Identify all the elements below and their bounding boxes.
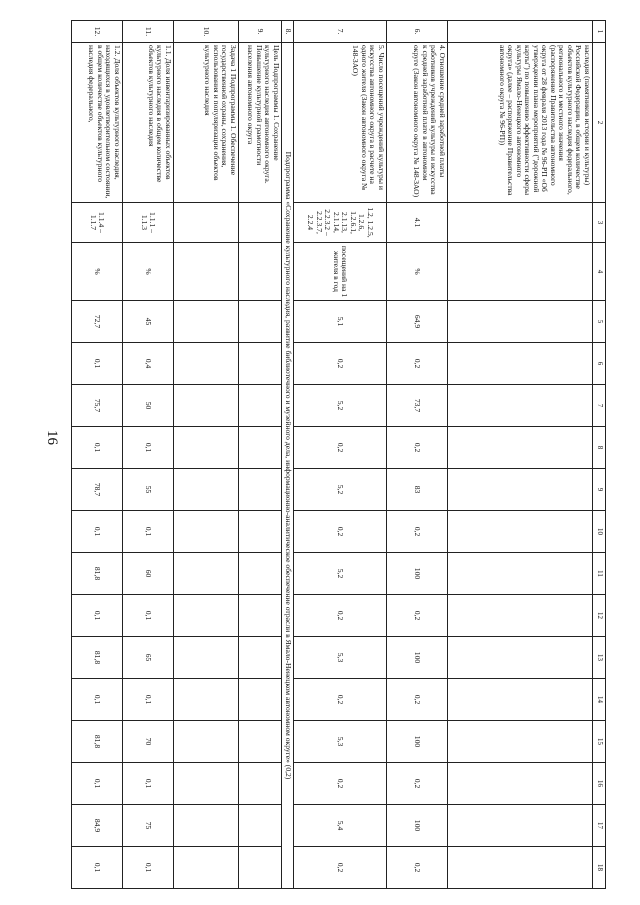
value-cell: 0,2: [294, 847, 387, 889]
header-cell: 5: [593, 301, 606, 343]
value-cell: [174, 301, 239, 343]
value-cell: [174, 553, 239, 595]
table-row: [294, 21, 387, 889]
value-cell: [174, 721, 239, 763]
section-row: [282, 21, 294, 889]
value-cell: 0,1: [123, 847, 174, 889]
value-cell: [448, 301, 593, 343]
row-number: 11.: [123, 21, 174, 43]
value-cell: 73,7: [387, 385, 448, 427]
header-cell: 17: [593, 805, 606, 847]
value-cell: 0,1: [123, 763, 174, 805]
value-cell: 100: [387, 553, 448, 595]
value-cell: [239, 763, 282, 805]
activity-code: 4.1: [387, 203, 448, 243]
value-cell: [174, 763, 239, 805]
value-cell: 55: [123, 469, 174, 511]
header-cell: 1: [593, 21, 606, 43]
value-cell: 81,8: [72, 721, 123, 763]
value-cell: [448, 385, 593, 427]
value-cell: [239, 721, 282, 763]
header-cell: 15: [593, 721, 606, 763]
unit: [448, 243, 593, 301]
header-cell: 10: [593, 511, 606, 553]
value-cell: [448, 721, 593, 763]
indicator-description: 5. Число посещений учреждений культуры и искусства автономного округа в расчете на одного жителя (Закон автономного округа № 148-ЗАО): [294, 43, 387, 203]
value-cell: 0,1: [72, 679, 123, 721]
value-cell: [174, 511, 239, 553]
indicator-description: 1.2. Доля объектов культурного наследия, находящихся в удовлетворительном состоянии, в общем количестве объектов культурного наследия федерального,: [72, 43, 123, 203]
value-cell: 5,3: [294, 637, 387, 679]
value-cell: 100: [387, 721, 448, 763]
value-cell: 100: [387, 805, 448, 847]
activity-code: 1.1.1 – 1.1.3: [123, 203, 174, 243]
value-cell: [239, 511, 282, 553]
value-cell: [239, 469, 282, 511]
header-cell: 4: [593, 243, 606, 301]
unit: посещений на 1 жителя в год: [294, 243, 387, 301]
activity-code: 1.1.4 – 1.1.7: [72, 203, 123, 243]
value-cell: 75,7: [72, 385, 123, 427]
header-cell: 2: [593, 43, 606, 203]
value-cell: 84,9: [72, 805, 123, 847]
header-cell: 6: [593, 343, 606, 385]
value-cell: 5,3: [294, 721, 387, 763]
value-cell: 78,7: [72, 469, 123, 511]
row-number: 12.: [72, 21, 123, 43]
value-cell: [448, 469, 593, 511]
header-cell: 3: [593, 203, 606, 243]
value-cell: [448, 427, 593, 469]
value-cell: 0,1: [72, 427, 123, 469]
table-row: [387, 21, 448, 889]
table-row: [239, 21, 282, 889]
value-cell: [239, 301, 282, 343]
unit: %: [72, 243, 123, 301]
value-cell: [174, 427, 239, 469]
value-cell: [239, 805, 282, 847]
value-cell: 83: [387, 469, 448, 511]
value-cell: 5,4: [294, 805, 387, 847]
value-cell: 5,2: [294, 385, 387, 427]
value-cell: 45: [123, 301, 174, 343]
indicator-description: 4. Отношение средней заработной платы работников учреждений культуры и искусства к средней заработной плате в автономном округе (Закон автономного округа № 148-ЗАО): [387, 43, 448, 203]
value-cell: [174, 679, 239, 721]
value-cell: [448, 805, 593, 847]
value-cell: 0,1: [72, 511, 123, 553]
value-cell: 0,1: [72, 343, 123, 385]
header-cell: 8: [593, 427, 606, 469]
value-cell: 0,1: [123, 427, 174, 469]
value-cell: 0,1: [72, 595, 123, 637]
row-number: 6.: [387, 21, 448, 43]
value-cell: [448, 553, 593, 595]
value-cell: 0,2: [387, 595, 448, 637]
indicator-description: Цель Подпрограммы 1. Сохранение культурного наследия автономного округа. Повышение культурной грамотности населения автономного округа: [239, 43, 282, 203]
value-cell: 0,2: [294, 343, 387, 385]
value-cell: 60: [123, 553, 174, 595]
table-container: [76, 20, 606, 882]
header-cell: 14: [593, 679, 606, 721]
value-cell: 0,1: [123, 679, 174, 721]
value-cell: 72,7: [72, 301, 123, 343]
value-cell: [239, 553, 282, 595]
row-number: 8.: [282, 21, 294, 43]
unit: %: [387, 243, 448, 301]
value-cell: 0,2: [387, 511, 448, 553]
header-cell: 12: [593, 595, 606, 637]
value-cell: 75: [123, 805, 174, 847]
value-cell: 0,2: [294, 427, 387, 469]
indicator-description: 1.1. Доля инвентаризированных объектов культурного наследия в общем количестве объектов культурного наследия: [123, 43, 174, 203]
value-cell: [174, 469, 239, 511]
header-cell: 9: [593, 469, 606, 511]
value-cell: 0,2: [387, 763, 448, 805]
value-cell: 70: [123, 721, 174, 763]
value-cell: [239, 847, 282, 889]
activity-code: 1.2, 1.2.5, 1.2.6, 1.2.6.1, 2.1.13, 2.1.14, 2.2.3.2 – 2.2.3.7, 2.2.4: [294, 203, 387, 243]
value-cell: [448, 679, 593, 721]
table-row: [174, 21, 239, 889]
value-cell: [174, 847, 239, 889]
table-row: [123, 21, 174, 889]
activity-code: [448, 203, 593, 243]
header-row: [593, 21, 606, 889]
header-cell: 13: [593, 637, 606, 679]
header-cell: 11: [593, 553, 606, 595]
value-cell: 0,2: [294, 511, 387, 553]
value-cell: [239, 637, 282, 679]
value-cell: [448, 847, 593, 889]
value-cell: [239, 595, 282, 637]
unit: [174, 243, 239, 301]
row-number: 9.: [239, 21, 282, 43]
value-cell: [448, 511, 593, 553]
value-cell: 81,8: [72, 637, 123, 679]
value-cell: 0,2: [387, 847, 448, 889]
activity-code: [174, 203, 239, 243]
value-cell: 5,2: [294, 553, 387, 595]
header-cell: 7: [593, 385, 606, 427]
value-cell: 0,4: [123, 343, 174, 385]
activity-code: [239, 203, 282, 243]
row-number: 10.: [174, 21, 239, 43]
value-cell: 5,1: [294, 301, 387, 343]
page-number: 16: [44, 430, 60, 445]
rotated-table-frame: [76, 20, 606, 882]
indicators-table: [71, 20, 606, 889]
value-cell: 0,2: [387, 679, 448, 721]
value-cell: 0,1: [123, 511, 174, 553]
value-cell: 100: [387, 637, 448, 679]
value-cell: [174, 595, 239, 637]
indicator-description: наследия (памятников истории и культуры) Российской Федерации, в общем количестве объектов культурного наследия федерального, регионального и местного значения (распоряжение Правительства автономного округа от 28 февраля 2013 года № 96-РП «Об утверждении плана мероприятий ("дорожной карты") по повышению эффективности сферы культуры Ямало-Ненецкого автономного округа» (далее – распоряжение Правительства автономного округа № 96-РП)): [448, 43, 593, 203]
value-cell: [448, 637, 593, 679]
unit: [239, 243, 282, 301]
table-row: [72, 21, 123, 889]
value-cell: 5,2: [294, 469, 387, 511]
value-cell: 81,8: [72, 553, 123, 595]
value-cell: [174, 343, 239, 385]
value-cell: 65: [123, 637, 174, 679]
value-cell: [239, 343, 282, 385]
table-row: [448, 21, 593, 889]
value-cell: [239, 427, 282, 469]
value-cell: 0,1: [123, 595, 174, 637]
value-cell: 50: [123, 385, 174, 427]
value-cell: 0,1: [72, 847, 123, 889]
value-cell: 0,2: [387, 343, 448, 385]
value-cell: [239, 679, 282, 721]
value-cell: 0,2: [294, 679, 387, 721]
value-cell: [239, 385, 282, 427]
value-cell: 0,2: [387, 427, 448, 469]
header-cell: 16: [593, 763, 606, 805]
subprogram-title: Подпрограмма «Сохранение культурного наследия, развитие библиотечного и музейного дела, информационно-аналитическое обеспечение отрасли в Ямало-Ненецком автономном округе» (0,2): [282, 43, 294, 889]
value-cell: [448, 343, 593, 385]
unit: %: [123, 243, 174, 301]
value-cell: 0,1: [72, 763, 123, 805]
value-cell: [174, 805, 239, 847]
value-cell: 0,2: [294, 595, 387, 637]
value-cell: [448, 595, 593, 637]
row-number: 7.: [294, 21, 387, 43]
header-cell: 18: [593, 847, 606, 889]
row-number: [448, 21, 593, 43]
indicator-description: Задача 1 Подпрограммы 1. Обеспечение государственной охраны, сохранения, использования и популяризации объектов культурного наследия: [174, 43, 239, 203]
value-cell: 0,2: [294, 763, 387, 805]
value-cell: [174, 385, 239, 427]
value-cell: [174, 637, 239, 679]
value-cell: 64,9: [387, 301, 448, 343]
value-cell: [448, 763, 593, 805]
